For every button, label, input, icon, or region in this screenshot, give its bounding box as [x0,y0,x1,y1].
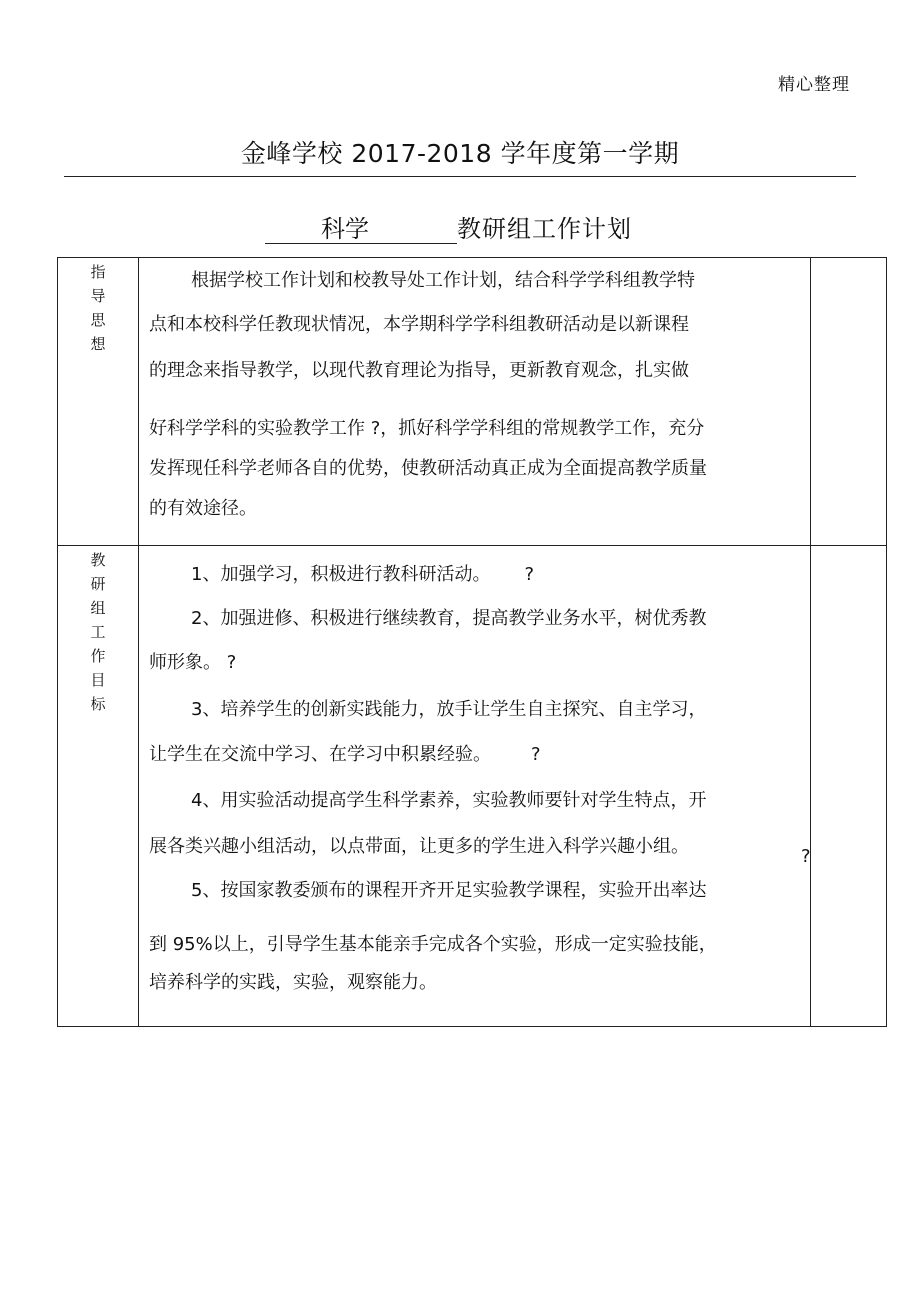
section-label-work-goals [58,546,139,1027]
paragraph-line: 发挥现任科学老师各自的优势，使教研活动真正成为全面提高教学质量 [149,458,707,479]
unknown-glyph: ? [531,744,541,765]
paragraph-line: 根据学校工作计划和校教导处工作计划，结合科学学科组教学特 [191,270,695,291]
goal-text: 1、加强学习，积极进行教科研活动。 [191,564,491,585]
goal-line: 2、加强进修、积极进行继续教育，提高教学业务水平，树优秀教 [191,608,707,629]
plan-table [57,257,887,1027]
page-title: 金峰学校 2017-2018 学年度第一学期 [240,139,680,168]
plan-subtitle [265,214,632,248]
header-note: 精心整理 [778,75,850,95]
side-blank-cell [801,546,887,1027]
subtitle-suffix: 教研组工作计划 [457,215,632,243]
label-char: 研 [90,575,106,593]
side-blank-cell [811,258,887,546]
goal-text: 让学生在交流中学习、在学习中积累经验。 [149,744,491,765]
label-char: 作 [90,647,106,665]
goal-line: 3、培养学生的创新实践能力，放手让学生自主探究、自主学习， [191,699,707,720]
unknown-glyph: ? [524,564,535,585]
section-content-guiding-thought [139,258,811,546]
label-char: 导 [90,287,106,305]
unknown-glyph: ? [801,846,811,867]
goal-line: 展各类兴趣小组活动，以点带面，让更多的学生进入科学兴趣小组。 [149,836,689,857]
section-content-work-goals [139,546,811,1027]
paragraph-line: 的有效途径。 [149,498,257,519]
goal-line [149,742,810,768]
label-char: 想 [90,335,106,353]
table-row-work-goals [58,546,887,1027]
goal-line [149,562,810,588]
goal-line: 培养科学的实践，实验，观察能力。 [149,972,437,993]
goal-line: 师形象。 ? [149,652,237,673]
label-char: 标 [90,695,106,713]
paragraph-line: 好科学学科的实验教学工作 ?，抓好科学学科组的常规教学工作，充分 [149,418,705,439]
subject-blank: 科学 [265,214,457,244]
label-char: 思 [90,311,106,329]
paragraph-line: 的理念来指导教学，以现代教育理论为指导，更新教育观念，扎实做 [149,360,689,381]
goal-line: 4、用实验活动提高学生科学素养，实验教师要针对学生特点，开 [191,790,707,811]
label-char: 目 [90,671,106,689]
table-row-guiding-thought [58,258,887,546]
section-label-guiding-thought [58,258,139,546]
label-char: 指 [90,263,106,281]
paragraph-line: 点和本校科学任教现状情况，本学期科学学科组教研活动是以新课程 [149,314,689,335]
goal-line: 5、按国家教委颁布的课程开齐开足实验教学课程，实验开出率达 [191,880,707,901]
title-rule [64,176,856,177]
goal-line: 到 95%以上，引导学生基本能亲手完成各个实验，形成一定实验技能， [149,934,717,955]
label-char: 组 [90,599,106,617]
label-char: 工 [90,623,106,641]
label-char: 教 [90,551,106,569]
